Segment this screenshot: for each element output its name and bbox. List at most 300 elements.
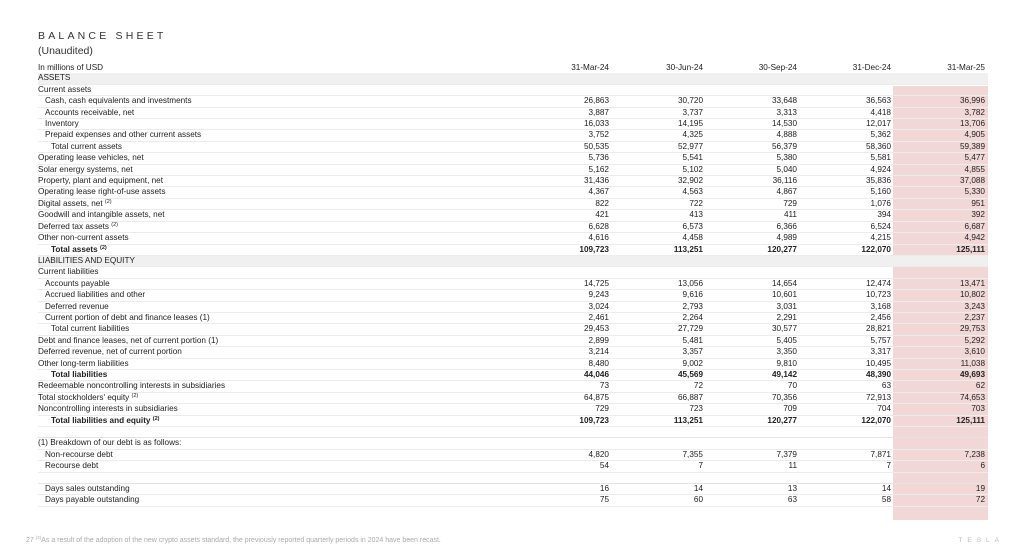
table-row [38,392,988,403]
table-row [38,438,988,449]
cell-value: 59,389 [894,141,988,152]
cell-value: 13,056 [612,278,706,289]
table-row [38,312,988,323]
cell-value: 413 [612,210,706,221]
row-label-text: ASSETS [38,73,71,83]
cell-value: 49,693 [894,369,988,380]
table-row [38,233,988,244]
cell-value: 44,046 [518,369,612,380]
cell-value: 122,070 [800,244,894,255]
cell-value [518,438,612,449]
cell-value: 6,687 [894,221,988,232]
cell-value [894,84,988,95]
cell-value: 4,325 [612,130,706,141]
column-header: 31-Dec-24 [852,63,891,72]
cell-value: 19 [894,484,988,495]
cell-value: 5,541 [612,153,706,164]
table-row [38,130,988,141]
cell-value: 4,367 [518,187,612,198]
cell-value: 72 [894,495,988,506]
row-label [38,130,518,141]
cell-value: 6 [894,461,988,472]
cell-value: 5,581 [800,153,894,164]
footnote [26,536,441,545]
cell-value: 722 [612,198,706,209]
cell-value: 723 [612,404,706,415]
row-label [38,255,518,266]
row-label-text: Goodwill and intangible assets, net [38,210,165,220]
column-header: 30-Jun-24 [666,63,703,72]
cell-value: 16 [518,484,612,495]
footnote-ref: (2) [131,392,139,399]
row-label [38,312,518,323]
cell-value: 4,563 [612,187,706,198]
row-label-text: Prepaid expenses and other current assets [45,130,202,140]
cell-value: 109,723 [518,244,612,255]
cell-value [612,267,706,278]
row-label-text: Inventory [45,119,79,129]
table-row [38,96,988,107]
cell-value [518,84,612,95]
cell-value: 36,996 [894,96,988,107]
table-header-row [38,63,988,73]
cell-value: 5,477 [894,153,988,164]
cell-value: 3,214 [518,347,612,358]
cell-value: 951 [894,198,988,209]
row-label-text: Debt and finance leases, net of current portion (1) [38,335,219,345]
cell-value: 8,480 [518,358,612,369]
cell-value: 29,753 [894,324,988,335]
cell-value: 5,162 [518,164,612,175]
cell-value: 5,362 [800,130,894,141]
footnote-ref: (2) [100,244,107,251]
cell-value: 72,913 [800,392,894,403]
cell-value: 75 [518,495,612,506]
row-label [38,278,518,289]
table-row [38,301,988,312]
row-label [38,210,518,221]
cell-value [612,255,706,266]
cell-value: 4,215 [800,233,894,244]
cell-value: 5,405 [706,335,800,346]
row-label-text: Redeemable noncontrolling interests in subsidiaries [38,381,226,391]
cell-value: 29,453 [518,324,612,335]
row-label-text: Property, plant and equipment, net [38,176,164,186]
cell-value: 14 [800,484,894,495]
cell-value: 3,610 [894,347,988,358]
cell-value: 73 [518,381,612,392]
row-label-text: Accrued liabilities and other [45,290,146,300]
row-label-text: Operating lease vehicles, net [38,153,144,163]
cell-value: 2,456 [800,312,894,323]
cell-value: 709 [706,404,800,415]
spacer-row [38,472,988,483]
cell-value [800,255,894,266]
row-label [38,153,518,164]
row-label-text: Current assets [38,84,92,94]
table-row [38,495,988,506]
cell-value: 64,875 [518,392,612,403]
table-row [38,404,988,415]
cell-value: 36,116 [706,176,800,187]
cell-value: 9,243 [518,290,612,301]
cell-value: 113,251 [612,415,706,426]
cell-value: 37,088 [894,176,988,187]
spacer-row [38,427,988,438]
table-row [38,324,988,335]
row-label [38,347,518,358]
cell-value: 120,277 [706,415,800,426]
cell-value: 5,736 [518,153,612,164]
row-label [38,495,518,506]
cell-value [706,427,800,438]
table-row [38,335,988,346]
cell-value: 5,160 [800,187,894,198]
cell-value: 1,076 [800,198,894,209]
cell-value: 66,887 [612,392,706,403]
cell-value: 704 [800,404,894,415]
cell-value: 3,887 [518,107,612,118]
row-label-text: Days payable outstanding [45,495,140,505]
cell-value [706,438,800,449]
table-row [38,358,988,369]
cell-value: 10,495 [800,358,894,369]
cell-value: 12,017 [800,119,894,130]
table-row [38,221,988,232]
cell-value: 26,863 [518,96,612,107]
cell-value [894,255,988,266]
cell-value: 7 [800,461,894,472]
cell-value [800,427,894,438]
row-label [38,244,518,255]
cell-value [894,267,988,278]
cell-value [518,472,612,483]
column-header: 31-Mar-25 [947,63,985,72]
row-label [38,472,518,483]
cell-value: 7,379 [706,449,800,460]
row-label [38,198,518,209]
tesla-logo: TESLA [958,537,1004,544]
cell-value: 6,573 [612,221,706,232]
cell-value: 5,102 [612,164,706,175]
cell-value: 7,238 [894,449,988,460]
cell-value: 5,757 [800,335,894,346]
row-label [38,221,518,232]
row-label-text: Digital assets, net [38,198,103,208]
row-label-text: Solar energy systems, net [38,164,133,174]
cell-value: 14,195 [612,119,706,130]
row-label-text: Cash, cash equivalents and investments [45,96,192,106]
cell-value: 392 [894,210,988,221]
cell-value [612,84,706,95]
table-row [38,153,988,164]
row-label [38,461,518,472]
cell-value: 11 [706,461,800,472]
balance-sheet-table [38,63,988,507]
cell-value: 3,752 [518,130,612,141]
table-row [38,290,988,301]
row-label [38,427,518,438]
table-row [38,164,988,175]
row-label [38,187,518,198]
row-label-text: Operating lease right-of-use assets [38,187,166,197]
table-row [38,107,988,118]
cell-value: 5,292 [894,335,988,346]
cell-value: 9,810 [706,358,800,369]
row-label-text: Total liabilities and equity [51,415,151,425]
footnote-marker: (2) [35,535,42,540]
cell-value: 28,821 [800,324,894,335]
row-label-text: Deferred tax assets [38,221,109,231]
cell-value: 5,330 [894,187,988,198]
row-label [38,290,518,301]
column-header: 31-Mar-24 [571,63,609,72]
cell-value: 5,380 [706,153,800,164]
cell-value: 2,793 [612,301,706,312]
cell-value: 45,569 [612,369,706,380]
cell-value: 3,317 [800,347,894,358]
table-row [38,119,988,130]
cell-value: 120,277 [706,244,800,255]
row-label [38,484,518,495]
row-label [38,164,518,175]
row-label-text: Current portion of debt and finance leases (1) [45,312,210,322]
cell-value: 63 [800,381,894,392]
row-label-text: LIABILITIES AND EQUITY [38,255,135,265]
cell-value [894,427,988,438]
cell-value [894,438,988,449]
cell-value: 63 [706,495,800,506]
row-label [38,449,518,460]
cell-value: 10,802 [894,290,988,301]
cell-value: 72 [612,381,706,392]
cell-value [800,438,894,449]
cell-value: 4,989 [706,233,800,244]
cell-value [800,73,894,84]
cell-value [612,438,706,449]
cell-value: 3,168 [800,301,894,312]
row-label-text: Accounts payable [45,278,110,288]
row-label [38,73,518,84]
cell-value: 70 [706,381,800,392]
row-label-text: Deferred revenue, net of current portion [38,347,182,357]
cell-value: 5,481 [612,335,706,346]
cell-value [612,73,706,84]
table-row [38,84,988,95]
table-row [38,187,988,198]
table-row [38,267,988,278]
cell-value: 62 [894,381,988,392]
cell-value: 3,031 [706,301,800,312]
footnote-ref: (2) [152,415,160,422]
cell-value: 7,355 [612,449,706,460]
row-label [38,404,518,415]
row-label [38,84,518,95]
cell-value: 74,653 [894,392,988,403]
row-label [38,415,518,426]
row-label [38,381,518,392]
cell-value: 14,725 [518,278,612,289]
footnote-ref: (2) [104,198,112,205]
cell-value: 6,366 [706,221,800,232]
row-label [38,267,518,278]
section-header-row [38,255,988,266]
cell-value: 35,836 [800,176,894,187]
cell-value: 14,654 [706,278,800,289]
cell-value: 6,524 [800,221,894,232]
section-header-row [38,73,988,84]
cell-value [800,472,894,483]
page-subtitle: (Unaudited) [38,45,93,57]
cell-value: 30,577 [706,324,800,335]
cell-value: 48,390 [800,369,894,380]
cell-value [706,255,800,266]
row-label [38,369,518,380]
units-label: In millions of USD [38,63,104,72]
cell-value: 60 [612,495,706,506]
row-label [38,335,518,346]
table-row [38,449,988,460]
cell-value: 27,729 [612,324,706,335]
cell-value: 122,070 [800,415,894,426]
cell-value: 411 [706,210,800,221]
table-row [38,244,988,255]
cell-value: 50,535 [518,141,612,152]
cell-value: 729 [518,404,612,415]
table-row [38,278,988,289]
cell-value: 14 [612,484,706,495]
cell-value: 3,024 [518,301,612,312]
cell-value: 6,628 [518,221,612,232]
cell-value: 10,601 [706,290,800,301]
cell-value [518,255,612,266]
row-label-text: Days sales outstanding [45,484,130,493]
cell-value: 3,243 [894,301,988,312]
cell-value: 13,706 [894,119,988,130]
cell-value: 31,436 [518,176,612,187]
cell-value: 2,899 [518,335,612,346]
cell-value [894,472,988,483]
row-label [38,324,518,335]
cell-value: 13,471 [894,278,988,289]
cell-value: 729 [706,198,800,209]
cell-value: 11,038 [894,358,988,369]
row-label-text: (1) Breakdown of our debt is as follows: [38,438,182,448]
cell-value [894,73,988,84]
cell-value: 2,264 [612,312,706,323]
cell-value: 30,720 [612,96,706,107]
cell-value: 70,356 [706,392,800,403]
cell-value: 703 [894,404,988,415]
row-label [38,438,518,449]
cell-value: 7,871 [800,449,894,460]
cell-value: 10,723 [800,290,894,301]
row-label-text: Other non-current assets [38,233,129,243]
row-label-text: Accounts receivable, net [45,107,135,117]
cell-value: 12,474 [800,278,894,289]
row-label [38,358,518,369]
page-title: BALANCE SHEET [38,30,167,42]
cell-value: 4,942 [894,233,988,244]
table-row [38,198,988,209]
cell-value: 113,251 [612,244,706,255]
column-header: 30-Sep-24 [758,63,797,72]
table-row [38,381,988,392]
cell-value: 3,782 [894,107,988,118]
cell-value: 9,616 [612,290,706,301]
page-number: 27 [26,537,34,544]
row-label-text: Total current liabilities [51,324,130,334]
cell-value [800,84,894,95]
footnote-text: As a result of the adoption of the new crypto assets standard, the previously reported quarterly periods in 2024 have been recast. [41,537,441,544]
table-row [38,369,988,380]
cell-value: 7 [612,461,706,472]
row-label [38,176,518,187]
cell-value: 49,142 [706,369,800,380]
cell-value: 58 [800,495,894,506]
row-label-text: Non-recourse debt [45,449,113,459]
cell-value: 421 [518,210,612,221]
cell-value [612,472,706,483]
cell-value: 16,033 [518,119,612,130]
row-label [38,96,518,107]
table-row [38,484,988,495]
cell-value: 822 [518,198,612,209]
cell-value: 2,237 [894,312,988,323]
cell-value: 14,530 [706,119,800,130]
cell-value: 3,357 [612,347,706,358]
row-label-text: Current liabilities [38,267,99,277]
row-label-text: Other long-term liabilities [38,358,129,368]
cell-value: 4,924 [800,164,894,175]
row-label-text: Total liabilities [51,369,108,379]
cell-value: 4,905 [894,130,988,141]
cell-value [518,267,612,278]
cell-value: 2,291 [706,312,800,323]
row-label-text: Recourse debt [45,461,99,471]
cell-value [612,427,706,438]
cell-value [518,427,612,438]
cell-value: 54 [518,461,612,472]
cell-value: 125,111 [894,415,988,426]
table-row [38,141,988,152]
cell-value: 394 [800,210,894,221]
row-label [38,119,518,130]
table-row [38,415,988,426]
row-label [38,233,518,244]
cell-value: 13 [706,484,800,495]
row-label [38,107,518,118]
cell-value: 4,458 [612,233,706,244]
cell-value: 58,360 [800,141,894,152]
cell-value: 3,313 [706,107,800,118]
cell-value: 5,040 [706,164,800,175]
cell-value: 4,418 [800,107,894,118]
cell-value: 109,723 [518,415,612,426]
cell-value: 52,977 [612,141,706,152]
row-label [38,301,518,312]
cell-value: 4,616 [518,233,612,244]
cell-value [706,84,800,95]
cell-value: 4,867 [706,187,800,198]
row-label [38,141,518,152]
cell-value: 9,002 [612,358,706,369]
cell-value [518,73,612,84]
cell-value: 36,563 [800,96,894,107]
cell-value: 32,902 [612,176,706,187]
table-row [38,176,988,187]
cell-value [706,73,800,84]
